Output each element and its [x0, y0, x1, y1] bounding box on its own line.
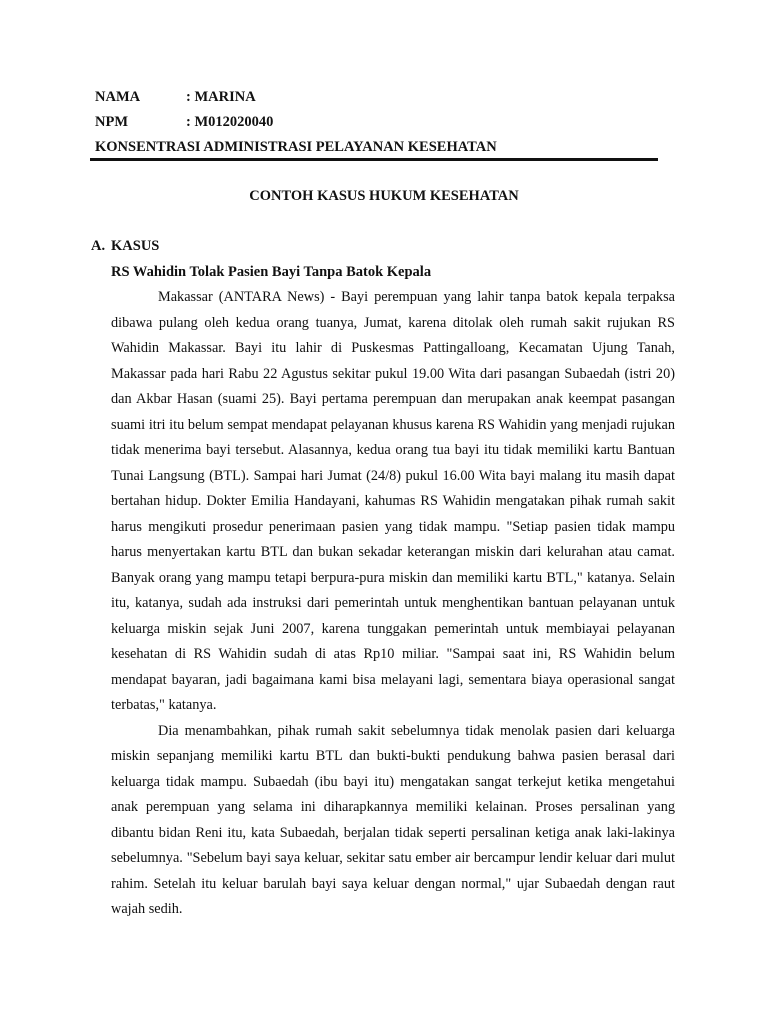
- paragraph: Dia menambahkan, pihak rumah sakit sebelumnya tidak menolak pasien dari keluarga miskin sepanjang memiliki kartu BTL dan bukti-bukti pendukung bahwa pasien berasal dari keluarga tidak mampu. Subaedah (ibu bayi itu) mengatakan sangat terkejut ketika mengetahui anak perempuan yang selama ini diharapkannya memiliki kelainan. Proses persalinan yang dibantu bidan Reni itu, kata Subaedah, berjalan tidak seperti persalinan ketiga anak laki-lakinya sebelumnya. "Sebelum bayi saya keluar, sekitar satu ember air bercampur lendir keluar dari mulut rahim. Setelah itu keluar barulah bayi saya keluar dengan normal," ujar Subaedah dengan raut wajah sedih.: [111, 722, 675, 917]
- npm-label: NPM: [95, 114, 129, 130]
- section-title: KASUS: [111, 238, 160, 254]
- case-body: [111, 285, 675, 923]
- name-label: NAMA: [95, 89, 141, 105]
- header-npm-row: [95, 113, 273, 131]
- header-name-row: [95, 88, 256, 106]
- npm-value: : M012020040: [186, 114, 274, 130]
- section-letter: A.: [91, 238, 106, 254]
- header-divider: [90, 158, 658, 161]
- paragraph: Makassar (ANTARA News) - Bayi perempuan yang lahir tanpa batok kepala terpaksa dibawa pulang oleh kedua orang tuanya, Jumat, karena ditolak oleh rumah sakit rujukan RS Wahidin Makassar. Bayi itu lahir di Puskesmas Pattingalloang, Kecamatan Ujung Tanah, Makassar pada hari Rabu 22 Agustus sekitar pukul 19.00 Wita dari pasangan Subaedah (istri 20) dan Akbar Hasan (suami 25). Bayi pertama perempuan dan merupakan anak keempat pasangan suami itri itu belum sempat mendapat pelayanan khusus karena RS Wahidin yang menjadi rujukan tidak menerima bayi tersebut. Alasannya, kedua orang tua bayi itu tidak memiliki kartu Bantuan Tunai Langsung (BTL). Sampai hari Jumat (24/8) pukul 16.00 Wita bayi malang itu masih dapat bertahan hidup. Dokter Emilia Handayani, kahumas RS Wahidin mengatakan pihak rumah sakit harus mengikuti prosedur penerimaan pasien yang tidak mampu. "Setiap pasien tidak mampu harus menyertakan kartu BTL dan bukan sekadar keterangan miskin dari kelurahan atau camat. Banyak orang yang mampu tetapi berpura-pura miskin dan memiliki kartu BTL," katanya. Selain itu, katanya, sudah ada instruksi dari pemerintah untuk menghentikan bantuan pelayanan untuk keluarga miskin sejak Juni 2007, karena tunggakan pemerintah untuk membiayai pelayanan kesehatan di RS Wahidin sudah di atas Rp10 miliar. "Sampai saat ini, RS Wahidin belum mendapat bayaran, jadi bagaimana kami bisa melayani lagi, sementara biaya operasional sangat terbatas," katanya.: [111, 289, 675, 713]
- document-title: CONTOH KASUS HUKUM KESEHATAN: [249, 188, 519, 204]
- name-value: : MARINA: [186, 89, 256, 105]
- program-heading: KONSENTRASI ADMINISTRASI PELAYANAN KESEHATAN: [95, 139, 497, 155]
- case-title: RS Wahidin Tolak Pasien Bayi Tanpa Batok Kepala: [111, 264, 432, 280]
